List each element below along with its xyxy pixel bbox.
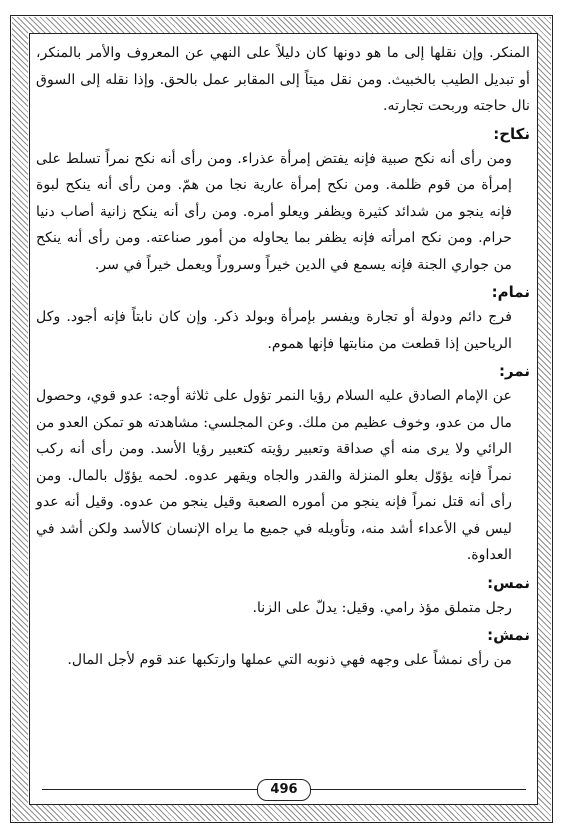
page-footer xyxy=(0,779,567,801)
entry-heading: نمر: xyxy=(498,362,530,380)
text-paragraph: المنكر. وإن نقلها إلى ما هو دونها كان دليلاً على النهي عن المعروف والأمر بالمنكر، أو تبديل الطيب بالخبيث. ومن نقل ميتاً إلى المقابر عمل بالحق. وإذا نقله إلى السوق نال حاجته وربحت تجارته. xyxy=(36,45,530,114)
entry-heading: نمام: xyxy=(491,283,530,301)
text-paragraph: فرج دائم ودولة أو تجارة ويفسر بإمرأة وبولد ذكر. وإن كان نابتاً فإنه أجود. وكل الرياحين إذا قطعت من منابتها فإنها هموم. xyxy=(36,309,512,352)
text-paragraph: ومن رأى أنه نكح صبية فإنه يفتض إمرأة عذراء. ومن رأى أنه نكح نمراً تسلط على إمرأة من قوم ظلمة. ومن نكح إمرأة عارية نجا من همّ. ومن رأى أنه ينكح لبوة فإنه ينجو من شدائد كثيرة ويظفر ويعلو أمره. ومن رأى أنه ينكح زانية أصاب دنيا حرام. ومن نكح امرأته فإنه يظفر بما يحاوله من أمور صناعته. ومن رأى أنه ينكح من جواري الجنة فإنه يسمع في الدين خيراً وسروراً ويعمل خيراً في سر. xyxy=(36,150,512,273)
entry-heading: نمش: xyxy=(487,626,530,644)
text-paragraph: من رأى نمشاً على وجهه فهي ذنوبه التي عملها وارتكبها عند قوم لأجل المال. xyxy=(67,652,512,668)
text-paragraph: رجل متملق مؤذ رامي. وقيل: يدلّ على الزنا. xyxy=(252,599,512,616)
page-text-body xyxy=(36,40,530,770)
entry-heading: نمس: xyxy=(487,573,530,592)
text-paragraph: عن الإمام الصادق عليه السلام رؤيا النمر تؤول على ثلاثة أوجه: عدو قوي، وحصول مال من عدو، وخوف عظيم من ملك. وعن المجلسي: مشاهدته هو تمكن العدو من الرائي ولا يرى منه أي صداقة وتعبير رؤيته كتعبير رؤيا الأسد. ومن رأى أنه ركب نمراً فإنه يؤوّل بعلو المنزلة والقدر والجاه ويقهر عدوه. لحمه يؤوّل بالمال. ومن رأى أنه قتل نمراً فإنه ينجو من أموره الصعبة وقيل ينجو من عدوه. وقيل أنه عدو ليس في الأعداء أشد منه، وتأويله في جميع ما يراه الإنسان كالأسد ولكن أشد في العداوة. xyxy=(36,388,512,563)
entry-heading: نكاح: xyxy=(493,124,530,143)
page-number: 496 xyxy=(257,779,311,801)
